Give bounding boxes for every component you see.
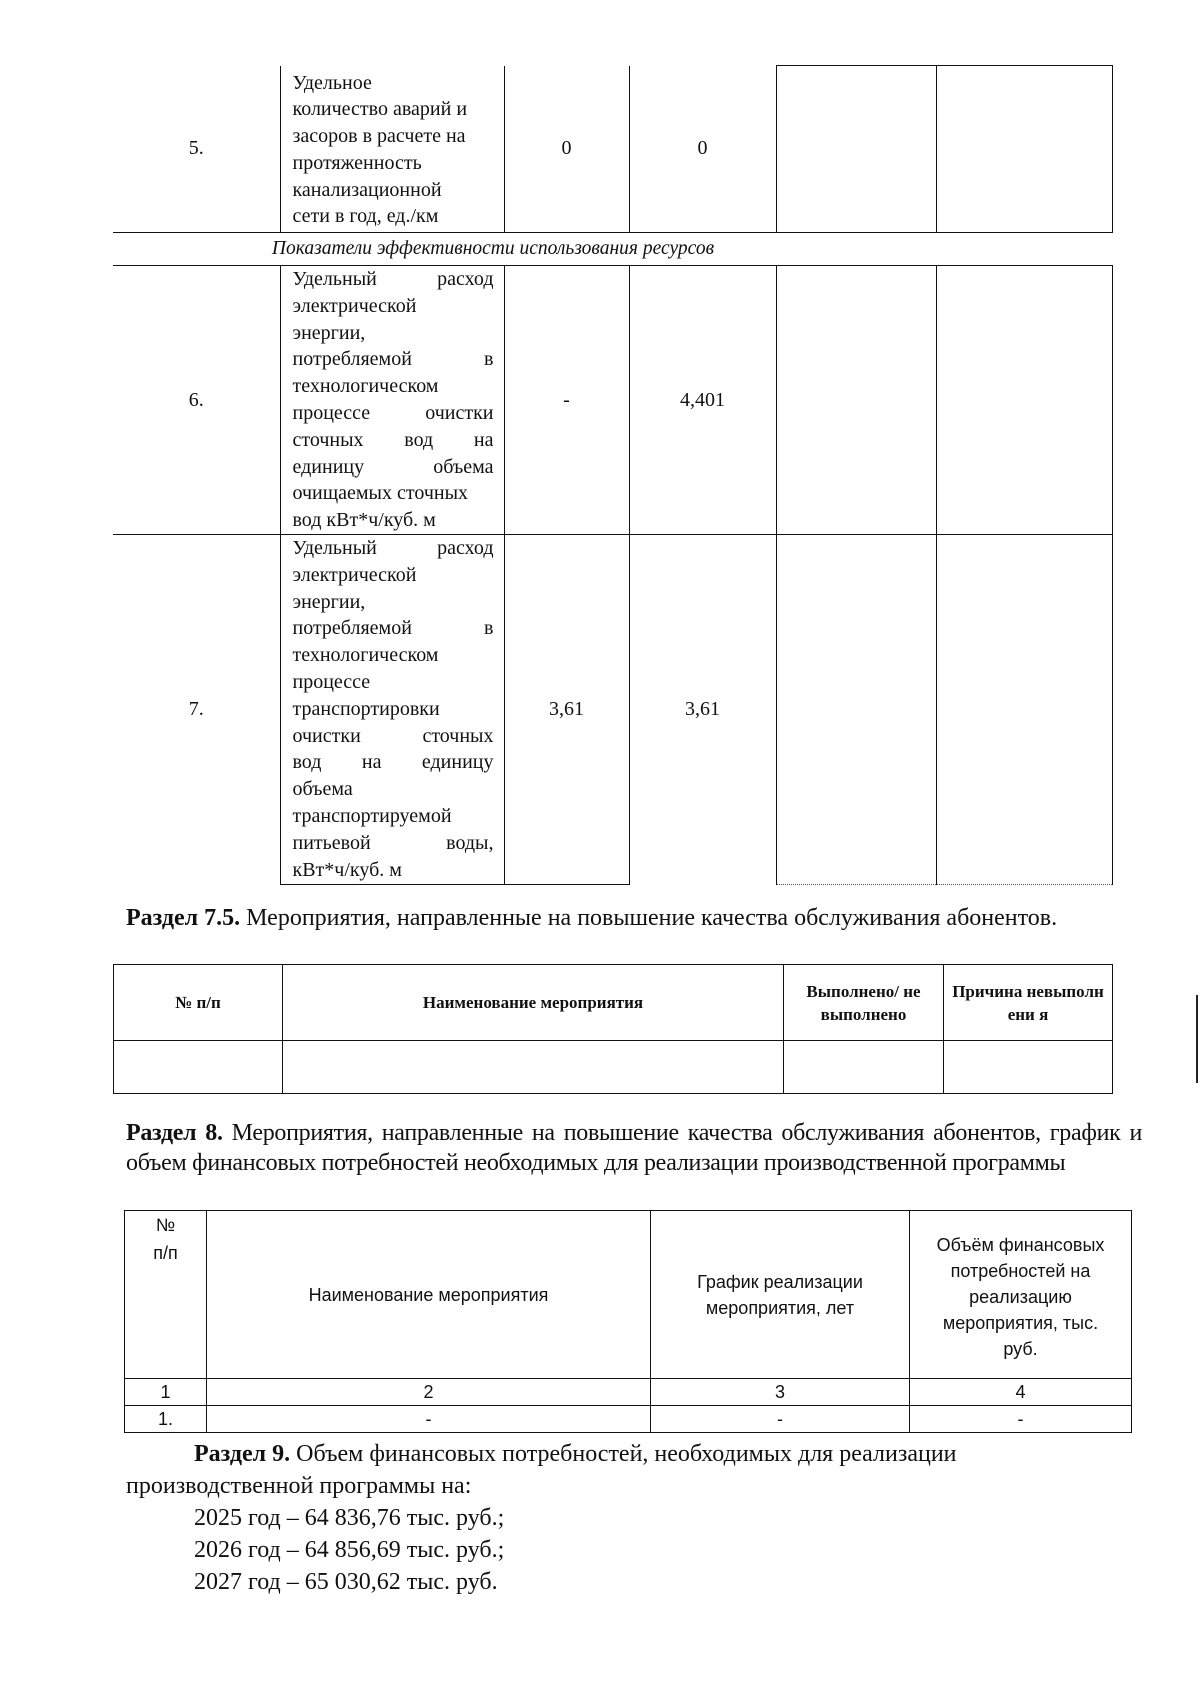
- indicator-name: Удельный расход электрической энергии, потребляемой в технологическом процессе очистки сточных вод на единицу объема очищаемых сточных вод кВт*ч/куб. м: [280, 266, 504, 535]
- table-row: [113, 66, 1112, 233]
- value-cell: 3,61: [504, 534, 629, 884]
- year-line: 2027 год – 65 030,62 тыс. руб.: [194, 1569, 498, 1595]
- value-cell: 3,61: [629, 534, 776, 884]
- value-cell: [936, 66, 1112, 233]
- header-done: Выполнено/ не выполнено: [784, 965, 944, 1041]
- section-7-5-heading: [126, 903, 1106, 933]
- section-label: Раздел 7.5.: [126, 905, 241, 931]
- section-text: Мероприятия, направленные на повышение качества обслуживания абонентов.: [240, 905, 1058, 931]
- section-9-text: [126, 1438, 1116, 1502]
- column-number: 3: [651, 1379, 910, 1406]
- indicator-name: Удельное количество аварий и засоров в расчете на протяженность канализационной сети в год, ед./км: [280, 66, 504, 233]
- row-number: 5.: [113, 66, 280, 233]
- value-cell: [936, 534, 1112, 884]
- table-row: [125, 1406, 1132, 1433]
- table-cell: [283, 1041, 784, 1094]
- column-number: 2: [207, 1379, 651, 1406]
- indicators-table-1: [113, 65, 1113, 233]
- table-numbering-row: [125, 1379, 1132, 1406]
- column-number: 1: [125, 1379, 207, 1406]
- table-cell: -: [207, 1406, 651, 1433]
- year-line: 2025 год – 64 836,76 тыс. руб.;: [194, 1505, 505, 1531]
- section-8-heading: [126, 1118, 1142, 1178]
- section-8-table: [124, 1210, 1132, 1433]
- table-cell: -: [651, 1406, 910, 1433]
- value-cell: -: [504, 266, 629, 535]
- scan-edge-mark: [1196, 995, 1198, 1083]
- column-number: 4: [910, 1379, 1132, 1406]
- table-cell: [784, 1041, 944, 1094]
- header-reason: Причина невыполнени я: [944, 965, 1113, 1041]
- table-row: [114, 1041, 1113, 1094]
- table-row: [113, 266, 1112, 535]
- table-header-row: [114, 965, 1113, 1041]
- header-number: № п/п: [125, 1211, 207, 1379]
- table-header-row: [125, 1211, 1132, 1379]
- table-cell: [114, 1041, 283, 1094]
- section-caption: Показатели эффективности использования ресурсов: [271, 238, 715, 259]
- section-label: Раздел 8.: [126, 1120, 223, 1146]
- section-text: Мероприятия, направленные на повышение качества обслуживания абонентов, график и объем финансовых потребностей необходимых для реализации производственной программы: [126, 1120, 1143, 1176]
- section-9-years: [194, 1502, 894, 1598]
- value-cell: [936, 266, 1112, 535]
- section-label: Раздел 9.: [194, 1441, 291, 1467]
- header-schedule: График реализации мероприятия, лет: [651, 1211, 910, 1379]
- value-cell: 0: [629, 66, 776, 233]
- indicators-table-2: [113, 265, 1113, 885]
- header-financing: Объём финансовых потребностей на реализацию мероприятия, тыс. руб.: [910, 1211, 1132, 1379]
- section-7-5-table: [113, 964, 1113, 1094]
- row-number: 7.: [113, 534, 280, 884]
- table-cell: -: [910, 1406, 1132, 1433]
- year-line: 2026 год – 64 856,69 тыс. руб.;: [194, 1537, 505, 1563]
- indicator-name: Удельный расход электрической энергии, потребляемой в технологическом процессе транспортировки очистки сточных вод на единицу объема транспортируемой питьевой воды, кВт*ч/куб. м: [280, 534, 504, 884]
- value-cell: 4,401: [629, 266, 776, 535]
- value-cell: [776, 534, 936, 884]
- table-cell: [944, 1041, 1113, 1094]
- table-row: [113, 534, 1112, 884]
- row-number: 6.: [113, 266, 280, 535]
- value-cell: 0: [504, 66, 629, 233]
- header-number: № п/п: [114, 965, 283, 1041]
- table-cell: 1.: [125, 1406, 207, 1433]
- header-name: Наименование мероприятия: [283, 965, 784, 1041]
- section-text: Объем финансовых потребностей, необходимых для реализации производственной программы на:: [126, 1441, 957, 1499]
- value-cell: [776, 66, 936, 233]
- header-name: Наименование мероприятия: [207, 1211, 651, 1379]
- value-cell: [776, 266, 936, 535]
